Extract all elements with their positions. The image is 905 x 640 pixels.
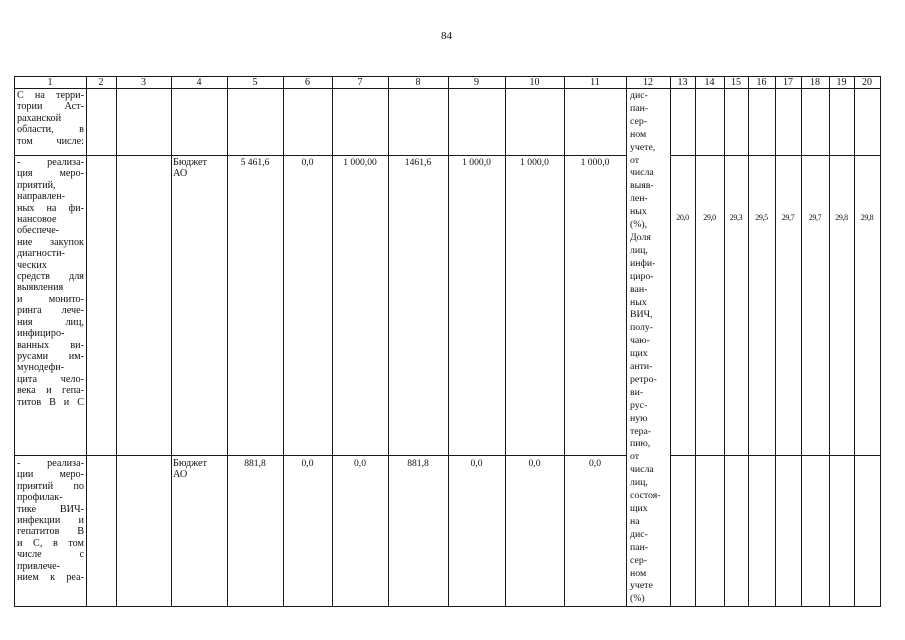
indicator-value: 29,8	[835, 213, 848, 222]
table-cell: 0,0	[470, 458, 483, 469]
page-number: 84	[441, 30, 452, 42]
table-cell: 0,0	[301, 157, 314, 168]
table-cell: 881,8	[244, 458, 266, 469]
column-header: 15	[731, 77, 741, 88]
column-header: 9	[474, 77, 479, 88]
table-border-bottom	[14, 606, 881, 607]
column-header: 1	[47, 77, 53, 88]
table-cell: 0,0	[301, 458, 314, 469]
row-description: С на терри- тории Аст- раханской области, в том числе:	[17, 90, 84, 147]
funding-source: Бюджет АО	[173, 157, 208, 180]
column-header: 18	[810, 77, 820, 88]
table-cell: 0,0	[528, 458, 541, 469]
column-header: 16	[756, 77, 767, 88]
column-header: 5	[252, 77, 258, 88]
column-divider	[626, 76, 627, 607]
row-description: - реализа- ции меро- приятий по профилак- тике ВИЧ- инфекции и гепатитов В и С, в том числе с привлече- нием к реа-	[17, 458, 84, 584]
column-header: 8	[415, 77, 421, 88]
indicator-value: 29,5	[755, 213, 768, 222]
table-cell: 1 000,0	[520, 157, 549, 168]
table-cell: 1 000,0	[462, 157, 491, 168]
table-cell: 0,0	[589, 458, 601, 469]
column-header: 10	[529, 77, 540, 88]
indicator-description: дис- пан- сер- ном учете, от числа выяв- лен- ных (%), Доля лиц, инфи- циро- ван- ных ВИЧ, полу- чаю- щих анти- ретро- ви- рус- ную тера- пию, от числа лиц, состоя- щих на дис- пан- сер- ном учете (%)	[630, 90, 661, 605]
column-header: 20	[862, 77, 872, 88]
column-header: 14	[704, 77, 715, 88]
column-header: 7	[357, 77, 363, 88]
indicator-value: 29,0	[703, 213, 716, 222]
indicator-value: 20,0	[676, 213, 689, 222]
column-header: 17	[783, 77, 793, 88]
indicator-value: 29,3	[729, 213, 743, 222]
header-row-divider	[14, 88, 881, 89]
row-divider	[670, 155, 881, 156]
row-divider	[14, 155, 626, 156]
column-header: 12	[643, 77, 653, 88]
row-divider	[670, 455, 881, 456]
column-header: 6	[305, 77, 310, 88]
table-cell: 5 461,6	[240, 157, 270, 168]
indicator-value: 29,8	[860, 213, 874, 222]
column-header: 2	[98, 77, 104, 88]
row-description: - реализа- ция меро- приятий, направлен- ных на фи- нансовое обеспече- ние закупок диагности- ческих средств для выявления и монито- ринга лече- ния лиц, инфициро- ванных ви- русами им- мунодефи- цита чело- века и гепа- титов В и С	[17, 157, 84, 408]
column-header: 13	[677, 77, 688, 88]
table-cell: 1 000,00	[343, 157, 377, 168]
column-header: 4	[196, 77, 202, 88]
column-header: 19	[836, 77, 847, 88]
funding-source: Бюджет АО	[173, 458, 208, 481]
indicator-value: 29,7	[808, 213, 822, 222]
table-cell: 0,0	[354, 458, 366, 469]
table-cell: 1461,6	[404, 157, 432, 168]
row-divider	[14, 455, 626, 456]
table-cell: 1 000,0	[580, 157, 610, 168]
column-header: 11	[590, 77, 600, 88]
table-cell: 881,8	[407, 458, 429, 469]
column-header: 3	[141, 77, 146, 88]
indicator-value: 29,7	[781, 213, 795, 222]
